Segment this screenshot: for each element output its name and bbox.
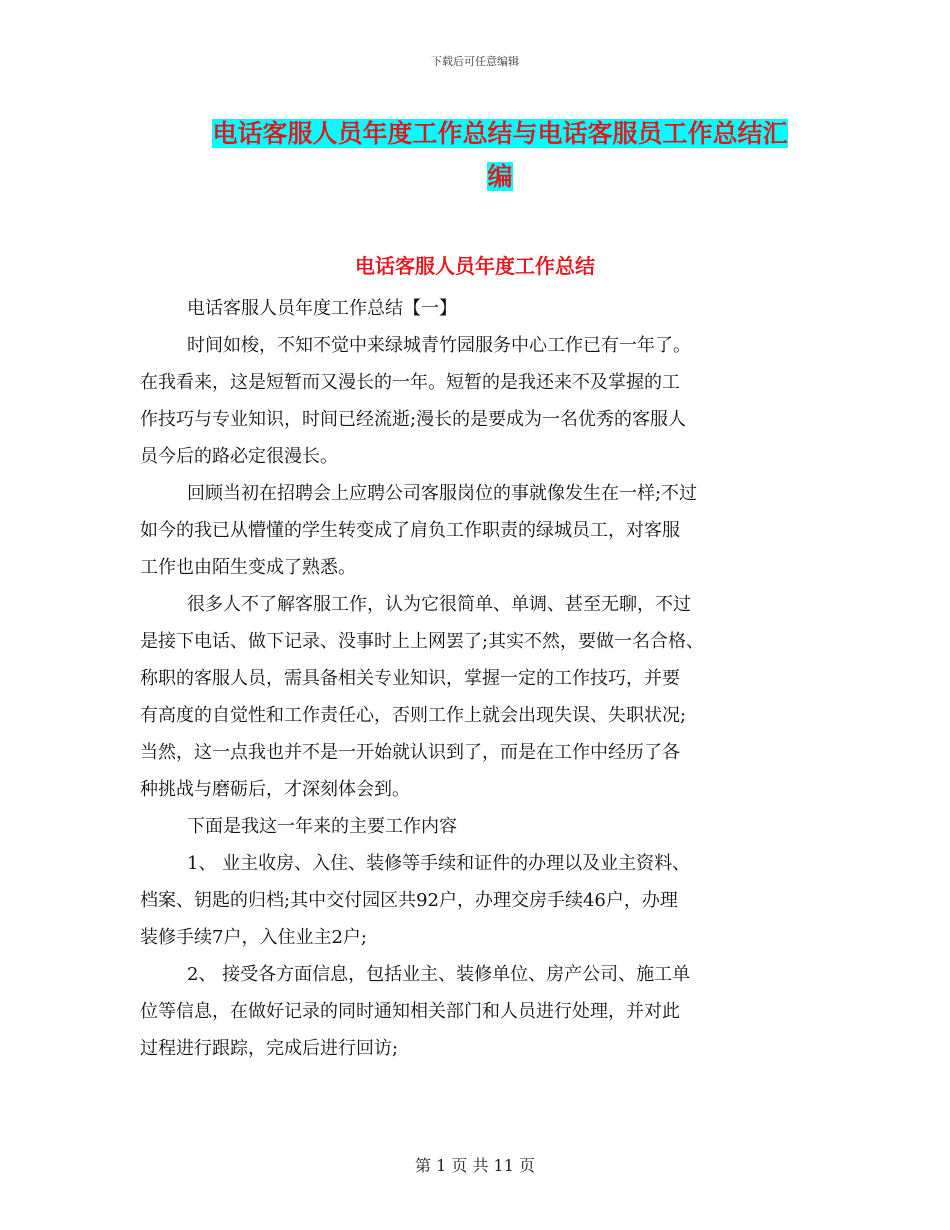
text-line: 员今后的路必定很漫长。	[140, 446, 338, 467]
text-line: 下面是我这一年来的主要工作内容	[187, 816, 457, 837]
text-line: 装修手续7户，入住业主2户;	[140, 927, 367, 948]
section-title: 电话客服人员年度工作总结	[355, 254, 595, 278]
text-line: 称职的客服人员，需具备相关专业知识，掌握一定的工作技巧，并要	[140, 668, 680, 689]
text-line: 1、 业主收房、入住、装修等手续和证件的办理以及业主资料、	[187, 853, 691, 874]
text-line: 过程进行跟踪，完成后进行回访;	[140, 1038, 399, 1059]
header-note: 下载后可任意编辑	[431, 55, 519, 68]
page-footer: 第 1 页 共 11 页	[415, 1156, 535, 1175]
text-line: 位等信息，在做好记录的同时通知相关部门和人员进行处理，并对此	[140, 1001, 680, 1022]
text-line: 时间如梭，不知不觉中来绿城青竹园服务中心工作已有一年了。	[187, 335, 691, 356]
text-line: 当然，这一点我也并不是一开始就认识到了，而是在工作中经历了各	[140, 742, 680, 763]
text-line: 如今的我已从懵懂的学生转变成了肩负工作职责的绿城员工，对客服	[140, 520, 680, 541]
text-line: 回顾当初在招聘会上应聘公司客服岗位的事就像发生在一样;不过	[187, 483, 698, 504]
text-line: 种挑战与磨砺后，才深刻体会到。	[140, 779, 410, 800]
text-line: 电话客服人员年度工作总结【一】	[187, 298, 457, 319]
text-line: 在我看来，这是短暂而又漫长的一年。短暂的是我还来不及掌握的工	[140, 372, 680, 393]
text-line: 有高度的自觉性和工作责任心，否则工作上就会出现失误、失职状况;	[140, 705, 687, 726]
text-line: 很多人不了解客服工作，认为它很简单、单调、甚至无聊，不过	[187, 594, 691, 615]
text-line: 档案、钥匙的归档;其中交付园区共92户，办理交房手续46户，办理	[140, 890, 678, 911]
document-title-line-2: 编	[487, 162, 513, 191]
body-text	[140, 290, 820, 1067]
text-line: 作技巧与专业知识，时间已经流逝;漫长的是要成为一名优秀的客服人	[140, 409, 687, 430]
document-title	[190, 112, 810, 198]
text-line: 是接下电话、做下记录、没事时上上网罢了;其实不然，要做一名合格、	[140, 631, 705, 652]
document-title-line-1: 电话客服人员年度工作总结与电话客服员工作总结汇	[212, 119, 788, 148]
text-line: 工作也由陌生变成了熟悉。	[140, 557, 356, 578]
text-line: 2、 接受各方面信息，包括业主、装修单位、房产公司、施工单	[187, 964, 691, 985]
